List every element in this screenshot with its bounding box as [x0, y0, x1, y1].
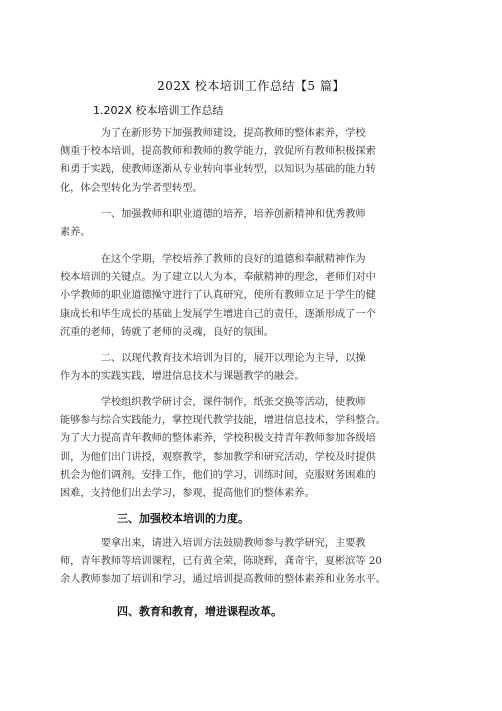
heading-point-four: 四、教育和教育，增进课程改革。	[117, 605, 282, 618]
paragraph-line: 作为本的实践实践，增进信息技术与课题教学的融会。	[60, 371, 305, 383]
section-heading: 1.202X 校本培训工作总结	[93, 104, 224, 117]
paragraph-line: 训，为他们出门讲授，观察教学，参加教学和研究活动，学校及时提供	[60, 451, 376, 463]
paragraph-training	[60, 535, 452, 590]
paragraph-line: 和勇于实践，使教师逐渐从专业转向事业转型，以知识为基础的能力转	[60, 164, 376, 176]
paragraph-line: 小学教师的职业道德操守进行了认真研究，使所有教师立足于学生的健	[60, 290, 376, 302]
paragraph-line: 学校组织教学研讨会，课件制作，纸张交换等活动，使教师	[60, 397, 366, 408]
paragraph-line: 康成长和毕生成长的基础上发展学生增进自己的责任，逐渐形成了一个	[60, 308, 376, 320]
paragraph-line: 要拿出来，请进入培训方法鼓励教师参与教学研究，主要教	[60, 538, 366, 549]
paragraph-line: 在这个学期，学校培养了教师的良好的道德和奉献精神作为	[60, 254, 366, 265]
paragraph-line: 沉重的老师，铸就了老师的灵魂，良好的氛围。	[60, 326, 274, 338]
paragraph-line: 为了大力提高青年教师的整体素养，学校积极支持青年教师参加各级培	[60, 433, 376, 445]
paragraph-line: 校本培训的关键点。为了建立以人为本，奉献精神的理念，老师们对中	[60, 272, 376, 284]
paragraph-point-two	[60, 350, 452, 386]
paragraph-seminar	[60, 394, 452, 503]
paragraph-line: 困难，支持他们出去学习，参观，提高他们的整体素养。	[60, 487, 315, 499]
paragraph-line: 余人教师参加了培训和学习，通过培训提高教师的整体素养和业务水平。	[60, 574, 386, 586]
paragraph-line: 化，体会型转化为学者型转型。	[60, 182, 203, 194]
paragraph-line: 机会为他们调剂，安排工作，他们的学习，训练时间，克服财务困难的	[60, 469, 376, 481]
paragraph-ethics	[60, 251, 452, 342]
document-title: 202X 校本培训工作总结【5 篇】	[157, 79, 345, 93]
heading-point-three: 三、加强校本培训的力度。	[117, 512, 249, 525]
paragraph-intro	[60, 125, 452, 198]
paragraph-line: 一、加强教师和职业道德的培养，培养创新精神和优秀教师	[60, 209, 366, 220]
paragraph-line: 二、以现代教育技术培训为目的，展开以理论为主导，以操	[60, 353, 366, 364]
paragraph-line: 师，青年教师等培训课程，已有黄全荣，陈晓辉，龚奇宇，夏彬滨等 20	[60, 556, 382, 568]
paragraph-line: 能够参与综合实践能力，掌控现代教学技能，增进信息技术，学科整合。	[60, 415, 386, 427]
paragraph-line: 侧重于校本培训，提高教师和教师的教学能力，敦促所有教师积极探索	[60, 146, 376, 158]
paragraph-line: 为了在新形势下加强教师建设，提高教师的整体素养，学校	[60, 128, 366, 139]
paragraph-point-one	[60, 206, 452, 242]
paragraph-line: 素养。	[60, 227, 91, 239]
